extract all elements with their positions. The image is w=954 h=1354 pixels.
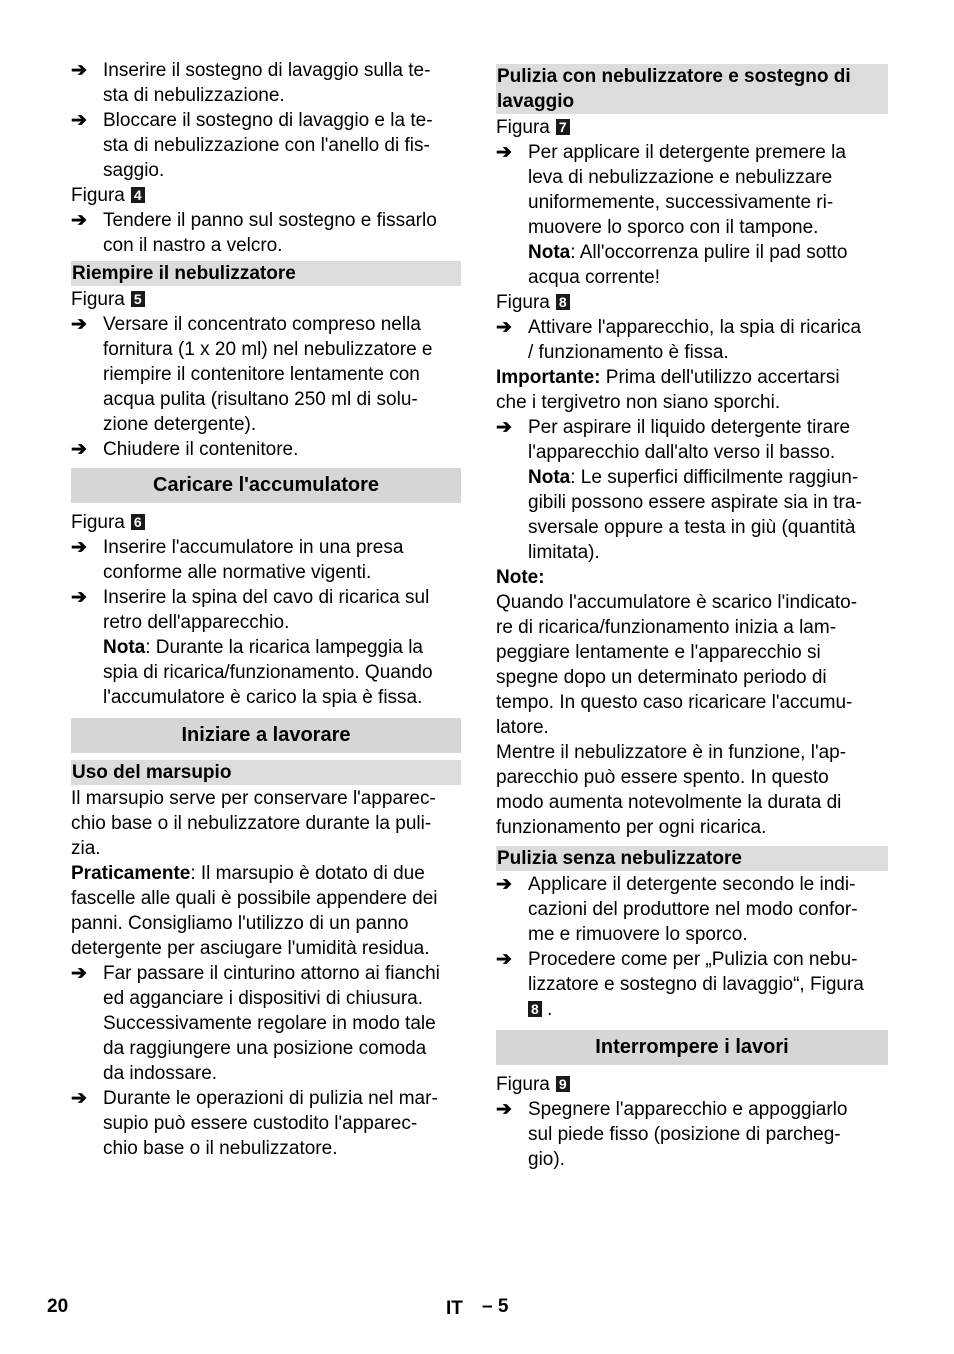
bullet-line: Attivare l'apparecchio, la spia di ricarica	[528, 317, 862, 338]
bullet-line: fornitura (1 x 20 ml) nel nebulizzatore e	[103, 339, 433, 360]
heading-iniziare: Iniziare a lavorare	[71, 718, 461, 753]
bullet-line: sta di nebulizzazione con l'anello di fis-	[103, 135, 430, 156]
bullet-item	[71, 1086, 461, 1161]
senza-figure-ref: 8 .	[496, 997, 888, 1022]
bullet-item	[496, 947, 888, 997]
figure-5-bullets	[71, 312, 461, 462]
figure-6-note: Nota: Durante la ricarica lampeggia la spia di ricarica/funzionamento. Quando l'accumulatore è carico la spia è fissa.	[103, 637, 433, 708]
arrow-right-icon: ➔	[496, 142, 512, 163]
bullet-line: Per aspirare il liquido detergente tirare	[528, 417, 851, 438]
bullet-line: Inserire l'accumulatore in una presa	[103, 537, 404, 558]
paragraph-line: peggiare lentamente e l'apparecchio si	[496, 642, 821, 663]
bullet-line: muovere lo sporco con il tampone.	[528, 217, 819, 238]
arrow-right-icon: ➔	[496, 1099, 512, 1120]
bullet-item	[71, 58, 461, 108]
footer-page-number: 20	[47, 1296, 69, 1317]
bullet-line: da indossare.	[103, 1063, 218, 1084]
bullet-line: Far passare il cinturino attorno ai fianchi	[103, 963, 440, 984]
paragraph-line: modo aumenta notevolmente la durata di	[496, 792, 842, 813]
bullet-line: / funzionamento è fissa.	[528, 342, 729, 363]
bullet-line: l'apparecchio dall'alto verso il basso.	[528, 442, 836, 463]
bullet-line: saggio.	[103, 160, 165, 181]
bullet-item	[496, 140, 888, 240]
figure-8-ref: Figura 8	[496, 290, 888, 315]
arrow-right-icon: ➔	[71, 1088, 87, 1109]
paragraph-line: re di ricarica/funzionamento inizia a lam-	[496, 617, 837, 638]
arrow-right-icon: ➔	[71, 314, 87, 335]
arrow-right-icon: ➔	[71, 537, 87, 558]
paragraph-line: Il marsupio serve per conservare l'apparec-	[71, 788, 436, 809]
bullet-line: Versare il concentrato compreso nella	[103, 314, 421, 335]
footer-section-page: – 5	[482, 1296, 509, 1317]
figure-6-badge: 6	[131, 514, 145, 530]
bullet-item	[71, 108, 461, 183]
bullet-item	[71, 961, 461, 1086]
paragraph-line: funzionamento per ogni ricarica.	[496, 817, 767, 838]
marsupio-bullets	[71, 961, 461, 1161]
bullet-line: Applicare il detergente secondo le indi-	[528, 874, 856, 895]
paragraph-line: zia.	[71, 838, 101, 859]
importante-paragraph: Importante: Prima dell'utilizzo accertarsi che i tergivetro non siano sporchi.	[496, 367, 840, 413]
figure-7-ref: Figura 7	[496, 115, 888, 140]
bullet-line: Inserire il sostegno di lavaggio sulla te-	[103, 60, 431, 81]
bullet-line: Tendere il panno sul sostegno e fissarlo	[103, 210, 437, 231]
heading-pulizia-nebulizzatore: Pulizia con nebulizzatore e sostegno di lavaggio	[496, 64, 888, 114]
heading-interrompere: Interrompere i lavori	[496, 1030, 888, 1065]
right-column	[496, 64, 888, 1172]
bullet-line: uniformemente, successivamente ri-	[528, 192, 834, 213]
figure-7-note: Nota: All'occorrenza pulire il pad sotto acqua corrente!	[528, 242, 848, 288]
bullet-line: retro dell'apparecchio.	[103, 612, 290, 633]
bullet-line: Inserire la spina del cavo di ricarica sul	[103, 587, 430, 608]
heading-caricare: Caricare l'accumulatore	[71, 468, 461, 503]
arrow-right-icon: ➔	[71, 110, 87, 131]
figure-9-ref: Figura 9	[496, 1072, 888, 1097]
figure-8-badge-inline: 8	[528, 1001, 542, 1017]
arrow-right-icon: ➔	[71, 963, 87, 984]
paragraph-line: latore.	[496, 717, 549, 738]
bullet-line: Chiudere il contenitore.	[103, 439, 299, 460]
paragraph-line: parecchio può essere spento. In questo	[496, 767, 829, 788]
bullet-item	[71, 535, 461, 585]
aspirare-note: Nota: Le superfici difficilmente raggiun- gibili possono essere aspirate sia in tra- sversale oppure a testa in giù (quantità limitata).	[528, 467, 862, 563]
figure-9-badge: 9	[556, 1076, 570, 1092]
arrow-right-icon: ➔	[71, 439, 87, 460]
bullet-line: Procedere come per „Pulizia con nebu-	[528, 949, 858, 970]
aspirare-bullets	[496, 415, 888, 465]
arrow-right-icon: ➔	[496, 417, 512, 438]
bullet-item	[71, 437, 461, 462]
bullet-line: Per applicare il detergente premere la	[528, 142, 846, 163]
bullet-line: cazioni del produttore nel modo confor-	[528, 899, 858, 920]
note-heading: Note:	[496, 567, 545, 588]
figure-5-ref: Figura 5	[71, 287, 461, 312]
bullet-line: ed agganciare i dispositivi di chiusura.	[103, 988, 424, 1009]
bullet-line: con il nastro a velcro.	[103, 235, 283, 256]
figure-4-bullets	[71, 208, 461, 258]
figure-7-badge: 7	[556, 119, 570, 135]
bullet-line: zione detergente).	[103, 414, 257, 435]
intro-bullets	[71, 58, 461, 183]
bullet-line: supio può essere custodito l'apparec-	[103, 1113, 418, 1134]
figure-8-badge: 8	[556, 294, 570, 310]
footer-language: IT	[446, 1298, 463, 1319]
bullet-line: Bloccare il sostegno di lavaggio e la te-	[103, 110, 433, 131]
bullet-item	[71, 312, 461, 437]
bullet-line: leva di nebulizzazione e nebulizzare	[528, 167, 833, 188]
senza-bullets	[496, 872, 888, 997]
bullet-line: da raggiungere una posizione comoda	[103, 1038, 427, 1059]
note-paragraph-2	[496, 740, 888, 840]
heading-marsupio: Uso del marsupio	[71, 760, 461, 785]
left-column	[71, 58, 461, 1161]
paragraph-line: tempo. In questo caso ricaricare l'accumu-	[496, 692, 853, 713]
bullet-line: sul piede fisso (posizione di parcheg-	[528, 1124, 841, 1145]
praticamente-paragraph: Praticamente: Il marsupio è dotato di due fascelle alle quali è possibile appendere dei panni. Consigliamo l'utilizzo di un panno detergente per asciugare l'umidità residua.	[71, 863, 438, 959]
figure-6-bullets	[71, 535, 461, 635]
figure-5-badge: 5	[131, 291, 145, 307]
paragraph-line: Mentre il nebulizzatore è in funzione, l'ap-	[496, 742, 847, 763]
marsupio-paragraph	[71, 786, 461, 861]
note-paragraph-1	[496, 590, 888, 740]
arrow-right-icon: ➔	[496, 317, 512, 338]
bullet-line: gio).	[528, 1149, 565, 1170]
bullet-line: Durante le operazioni di pulizia nel mar-	[103, 1088, 438, 1109]
bullet-item	[496, 415, 888, 465]
bullet-item	[496, 872, 888, 947]
figure-4-ref: Figura 4	[71, 183, 461, 208]
bullet-item	[71, 208, 461, 258]
bullet-line: sta di nebulizzazione.	[103, 85, 285, 106]
bullet-item	[496, 315, 888, 365]
bullet-item	[496, 1097, 888, 1172]
bullet-line: chio base o il nebulizzatore.	[103, 1138, 338, 1159]
figure-7-bullets	[496, 140, 888, 240]
figure-8-bullets	[496, 315, 888, 365]
figure-6-ref: Figura 6	[71, 510, 461, 535]
arrow-right-icon: ➔	[71, 60, 87, 81]
heading-riempire: Riempire il nebulizzatore	[71, 261, 461, 286]
bullet-line: acqua pulita (risultano 250 ml di solu-	[103, 389, 418, 410]
arrow-right-icon: ➔	[496, 949, 512, 970]
bullet-line: lizzatore e sostegno di lavaggio“, Figura	[528, 974, 864, 995]
bullet-line: Spegnere l'apparecchio e appoggiarlo	[528, 1099, 848, 1120]
arrow-right-icon: ➔	[71, 587, 87, 608]
arrow-right-icon: ➔	[71, 210, 87, 231]
bullet-line: conforme alle normative vigenti.	[103, 562, 372, 583]
paragraph-line: chio base o il nebulizzatore durante la puli-	[71, 813, 432, 834]
bullet-item	[71, 585, 461, 635]
paragraph-line: spegne dopo un determinato periodo di	[496, 667, 827, 688]
bullet-line: Successivamente regolare in modo tale	[103, 1013, 436, 1034]
heading-pulizia-senza: Pulizia senza nebulizzatore	[496, 846, 888, 871]
bullet-line: riempire il contenitore lentamente con	[103, 364, 420, 385]
figure-9-bullets	[496, 1097, 888, 1172]
arrow-right-icon: ➔	[496, 874, 512, 895]
figure-4-badge: 4	[131, 187, 145, 203]
paragraph-line: Quando l'accumulatore è scarico l'indicato-	[496, 592, 858, 613]
bullet-line: me e rimuovere lo sporco.	[528, 924, 748, 945]
